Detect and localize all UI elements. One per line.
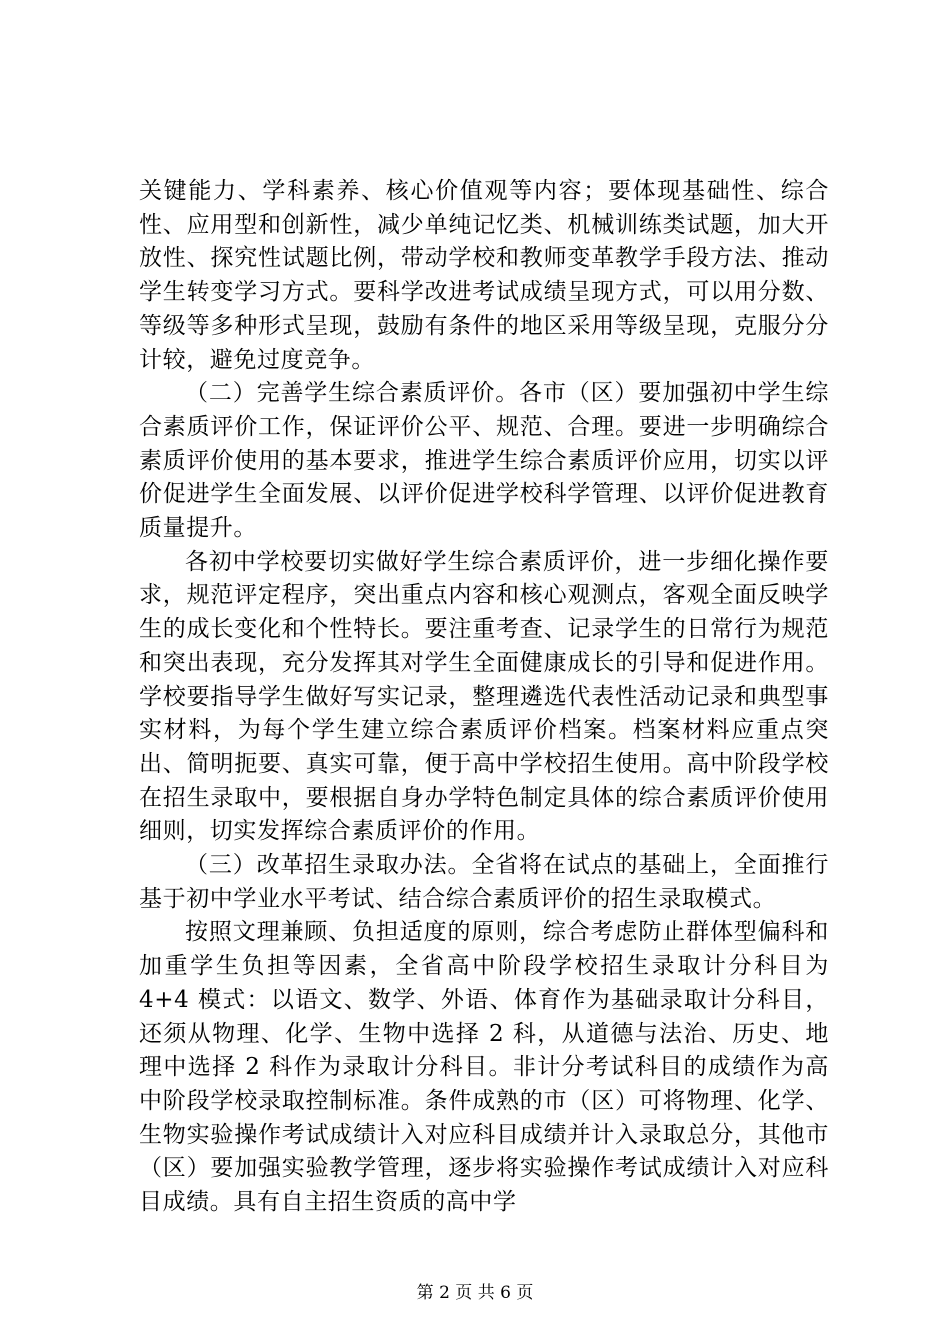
paragraph-4: （三）改革招生录取办法。全省将在试点的基础上，全面推行基于初中学业水平考试、结合综合素质评价的招生录取模式。 bbox=[139, 852, 829, 912]
paragraph-1: 关键能力、学科素养、核心价值观等内容；要体现基础性、综合性、应用型和创新性，减少单纯记忆类、机械训练类试题，加大开放性、探究性试题比例，带动学校和教师变革教学手段方法、推动学生转变学习方式。要科学改进考试成绩呈现方式，可以用分数、等级等多种形式呈现，鼓励有条件的地区采用等级呈现，克服分分计较，避免过度竞争。 bbox=[139, 178, 829, 373]
page-footer bbox=[0, 1282, 950, 1304]
page-number-label: 第 2 页 共 6 页 bbox=[416, 1283, 534, 1303]
paragraph-3: 各初中学校要切实做好学生综合素质评价，进一步细化操作要求，规范评定程序，突出重点内容和核心观测点，客观全面反映学生的成长变化和个性特长。要注重考查、记录学生的日常行为规范和突出表现，充分发挥其对学生全面健康成长的引导和促进作用。学校要指导学生做好写实记录，整理遴选代表性活动记录和典型事实材料，为每个学生建立综合素质评价档案。档案材料应重点突出、简明扼要、真实可靠，便于高中学校招生使用。高中阶段学校在招生录取中，要根据自身办学特色制定具体的综合素质评价使用细则，切实发挥综合素质评价的作用。 bbox=[139, 548, 829, 845]
paragraph-5: 按照文理兼顾、负担适度的原则，综合考虑防止群体型偏科和加重学生负担等因素，全省高中阶段学校招生录取计分科目为 4+4 模式：以语文、数学、外语、体育作为基础录取计分科目，还须从物理、化学、生物中选择 2 科，从道德与法治、历史、地理中选择 2 科作为录取计分科目。非计分考试科目的成绩作为高中阶段学校录取控制标准。条件成熟的市（区）可将物理、化学、生物实验操作考试成绩计入对应科目成绩并计入录取总分，其他市（区）要加强实验教学管理，逐步将实验操作考试成绩计入对应科目成绩。具有自主招生资质的高中学 bbox=[139, 919, 829, 1216]
document-body bbox=[139, 175, 829, 1220]
paragraph-2: （二）完善学生综合素质评价。各市（区）要加强初中学生综合素质评价工作，保证评价公平、规范、合理。要进一步明确综合素质评价使用的基本要求，推进学生综合素质评价应用，切实以评价促进学生全面发展、以评价促进学校科学管理、以评价促进教育质量提升。 bbox=[139, 380, 829, 542]
